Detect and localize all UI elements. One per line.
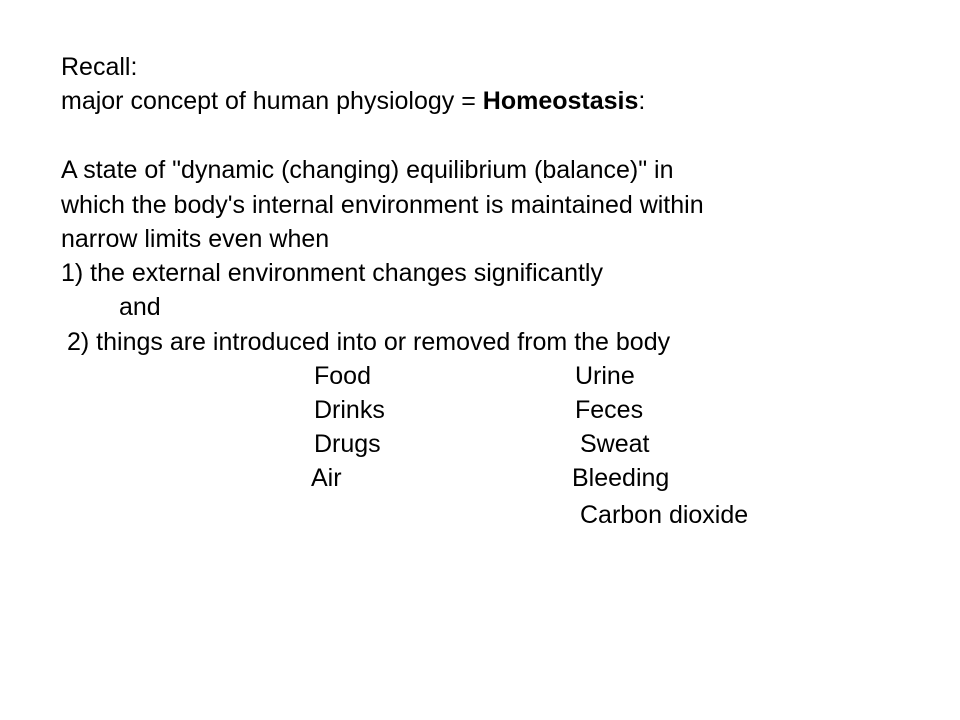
introduced-item: Drinks [314,396,385,424]
removed-item: Urine [575,362,635,390]
definition-line: A state of "dynamic (changing) equilibrium (balance)" in [61,156,674,184]
removed-item: Sweat [580,430,650,458]
concept-prefix: major concept of human physiology = [61,87,483,115]
removed-item: Bleeding [572,464,670,492]
concept-term: Homeostasis [482,87,639,115]
introduced-item: Drugs [314,430,381,458]
concept-suffix: : [638,87,646,115]
definition-line: 2) things are introduced into or removed from the body [67,328,671,356]
removed-item: Feces [575,396,644,424]
definition-line: and [119,293,161,321]
definition-line: which the body's internal environment is maintained within [61,191,704,219]
concept-line [61,86,645,116]
definition-line: narrow limits even when [61,225,330,253]
removed-item: Carbon dioxide [580,501,749,529]
introduced-item: Food [314,362,371,390]
definition-line: 1) the external environment changes significantly [61,259,603,287]
recall-heading: Recall: [61,53,138,81]
introduced-item: Air [311,464,342,492]
